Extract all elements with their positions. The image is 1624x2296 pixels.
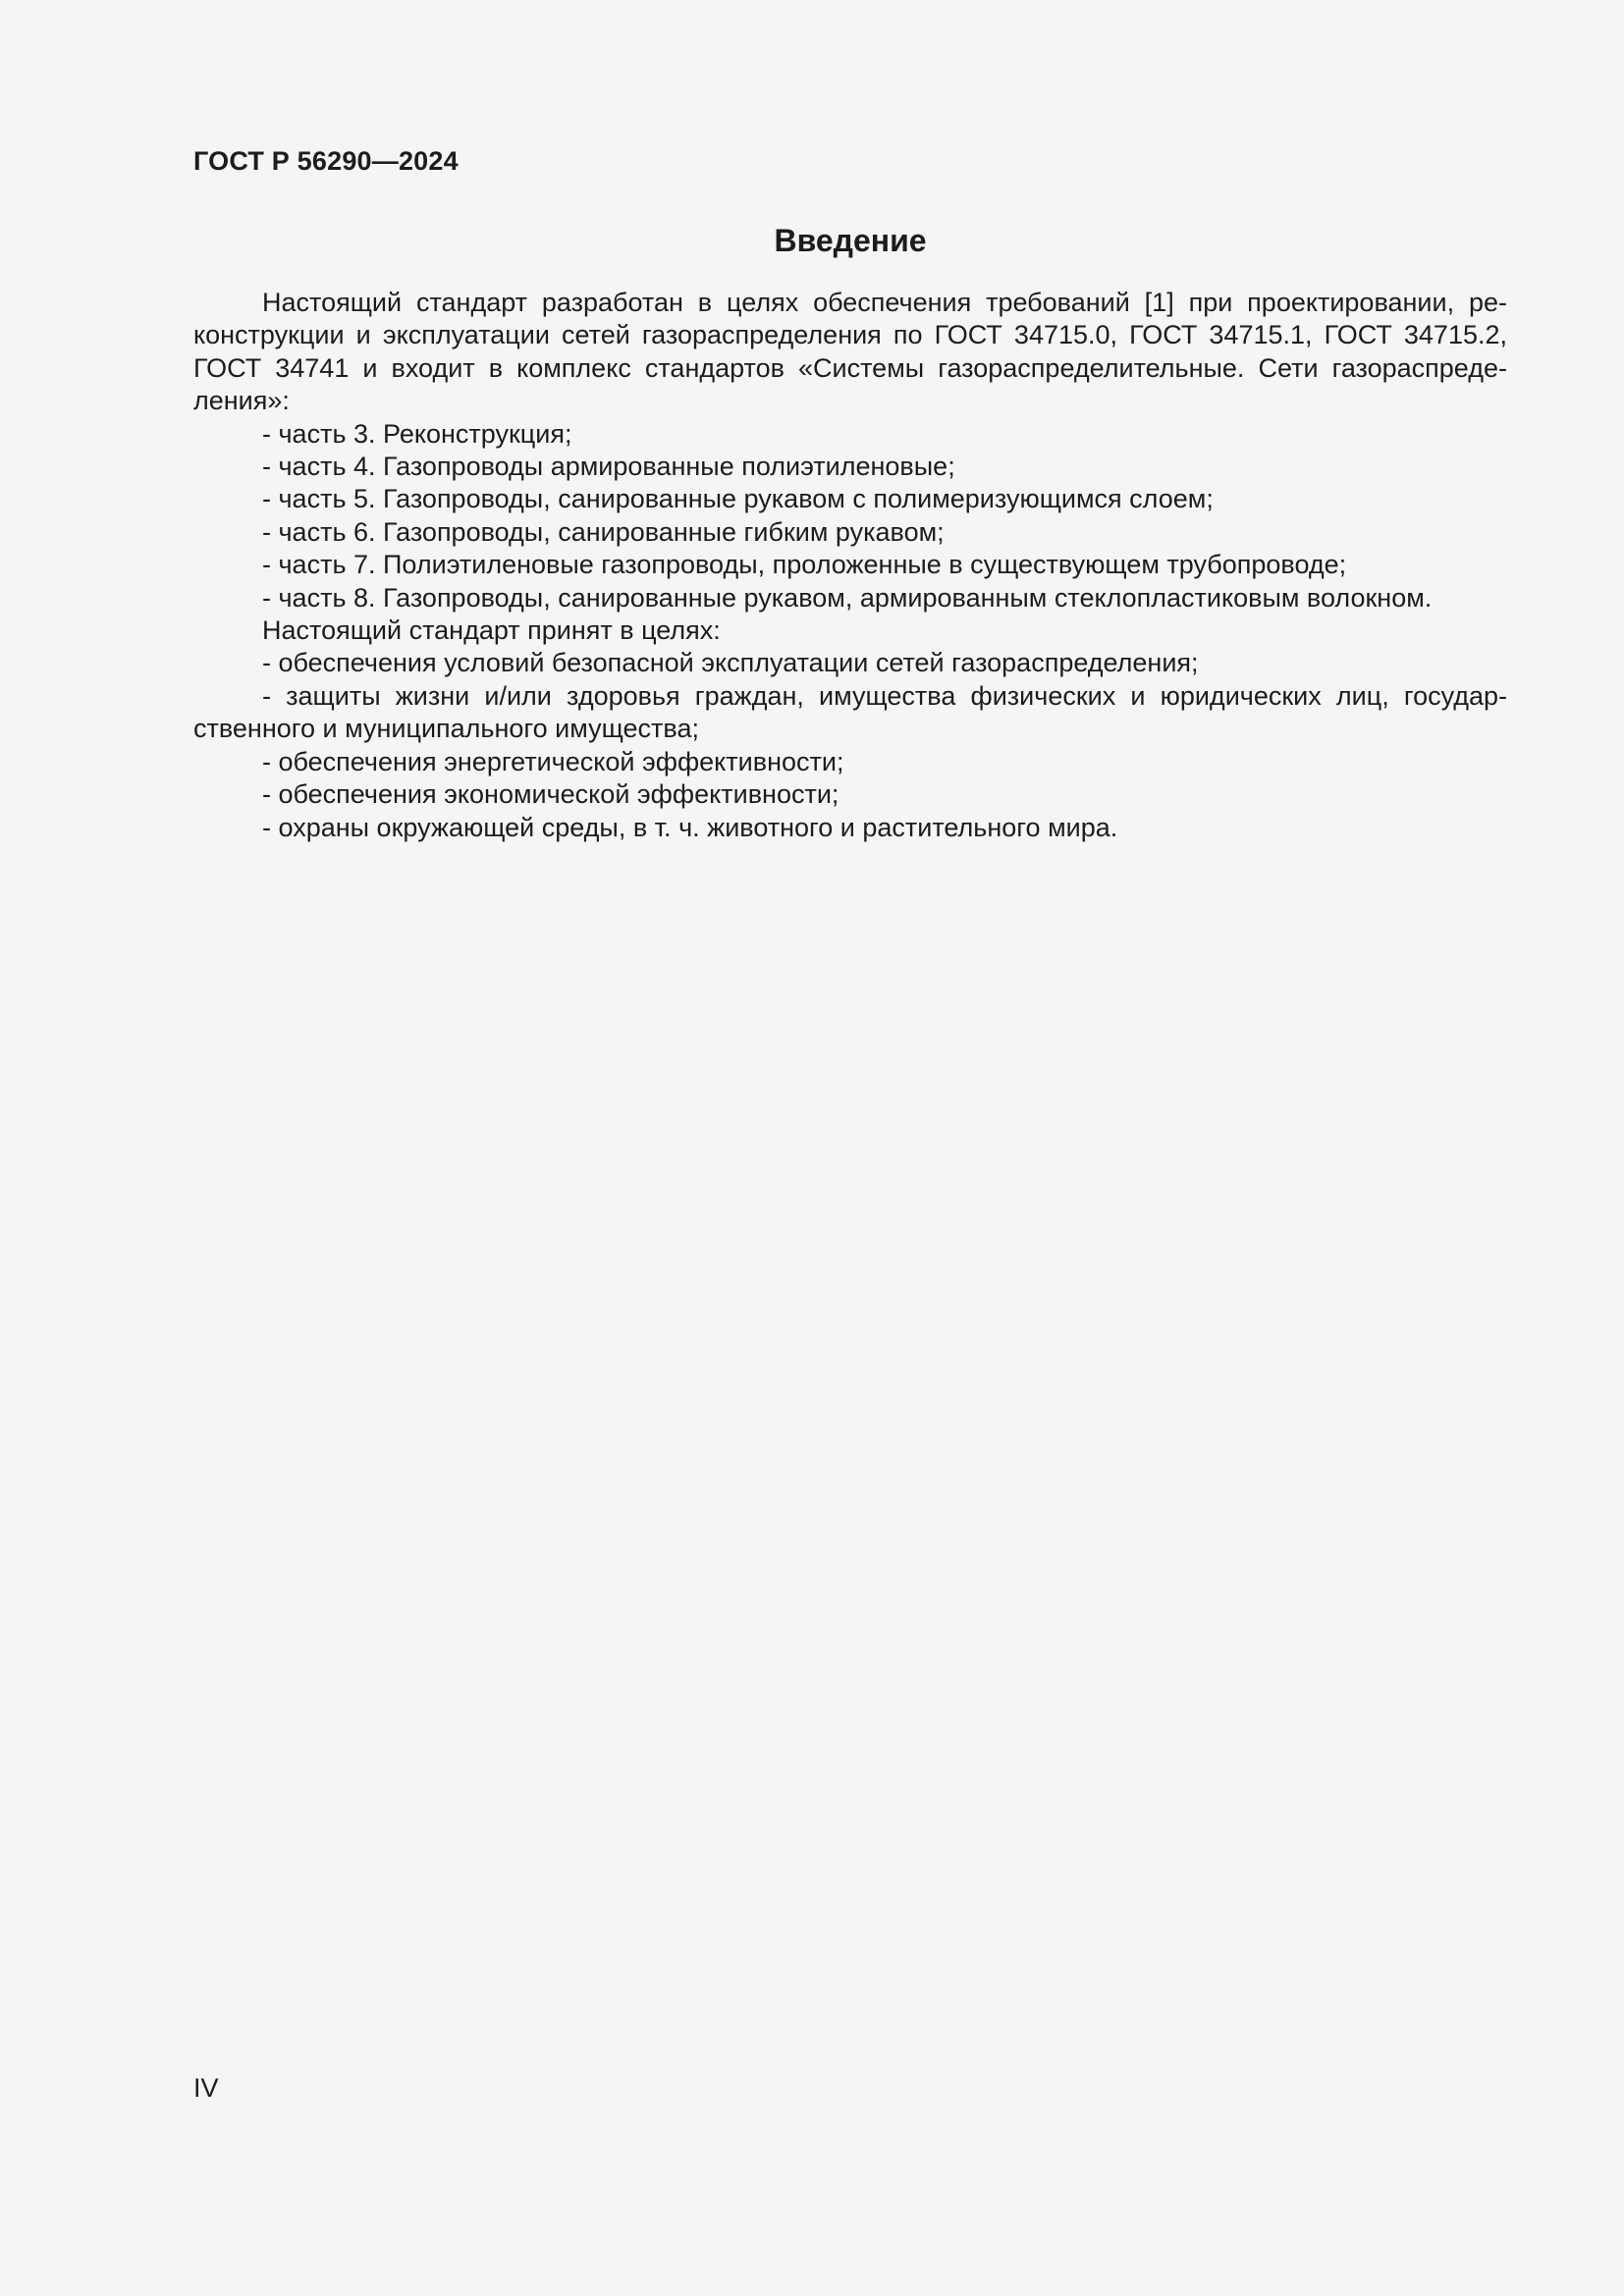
section-title: Введение xyxy=(774,223,927,258)
list-item: - часть 3. Реконструкция; xyxy=(262,418,572,449)
list-item: - часть 6. Газопроводы, санированные гибким рукавом; xyxy=(262,516,945,547)
list-item: - обеспечения условий безопасной эксплуатации сетей газораспределения; xyxy=(262,648,1199,678)
list-item: - охраны окружающей среды, в т. ч. животного и растительного мира. xyxy=(262,812,1118,842)
page-number: IV xyxy=(193,2073,219,2103)
list-item: - часть 8. Газопроводы, санированные рукавом, армированным стеклопластиковым волокном. xyxy=(262,582,1433,613)
list-item: - часть 5. Газопроводы, санированные рукавом с полимеризующимся слоем; xyxy=(262,484,1214,514)
goals-intro-paragraph: Настоящий стандарт принят в целях: xyxy=(262,615,721,646)
list-item: - обеспечения экономической эффективности; xyxy=(262,779,839,810)
list-item: - часть 7. Полиэтиленовые газопроводы, проложенные в существующем трубопроводе; xyxy=(262,550,1347,580)
list-item: - часть 4. Газопроводы армированные полиэтиленовые; xyxy=(262,452,955,482)
intro-paragraph: Настоящий стандарт разработан в целях обеспечения требований [1] при проектировании, реконструкции и эксплуатации сетей газораспределения по ГОСТ 34715.0, ГОСТ 34715.1, ГОСТ 34715.2, ГОСТ 34741 и входит в комплекс стандартов «Системы газораспределительные. Сети газораспределения»: xyxy=(193,288,1507,416)
list-item: - обеспечения энергетической эффективности; xyxy=(262,746,844,776)
list-item: - защиты жизни и/или здоровья граждан, имущества физических и юридических лиц, государственного и муниципального имущества; xyxy=(193,680,1507,744)
document-body xyxy=(193,287,1507,844)
document-code-header: ГОСТ Р 56290—2024 xyxy=(193,146,459,176)
